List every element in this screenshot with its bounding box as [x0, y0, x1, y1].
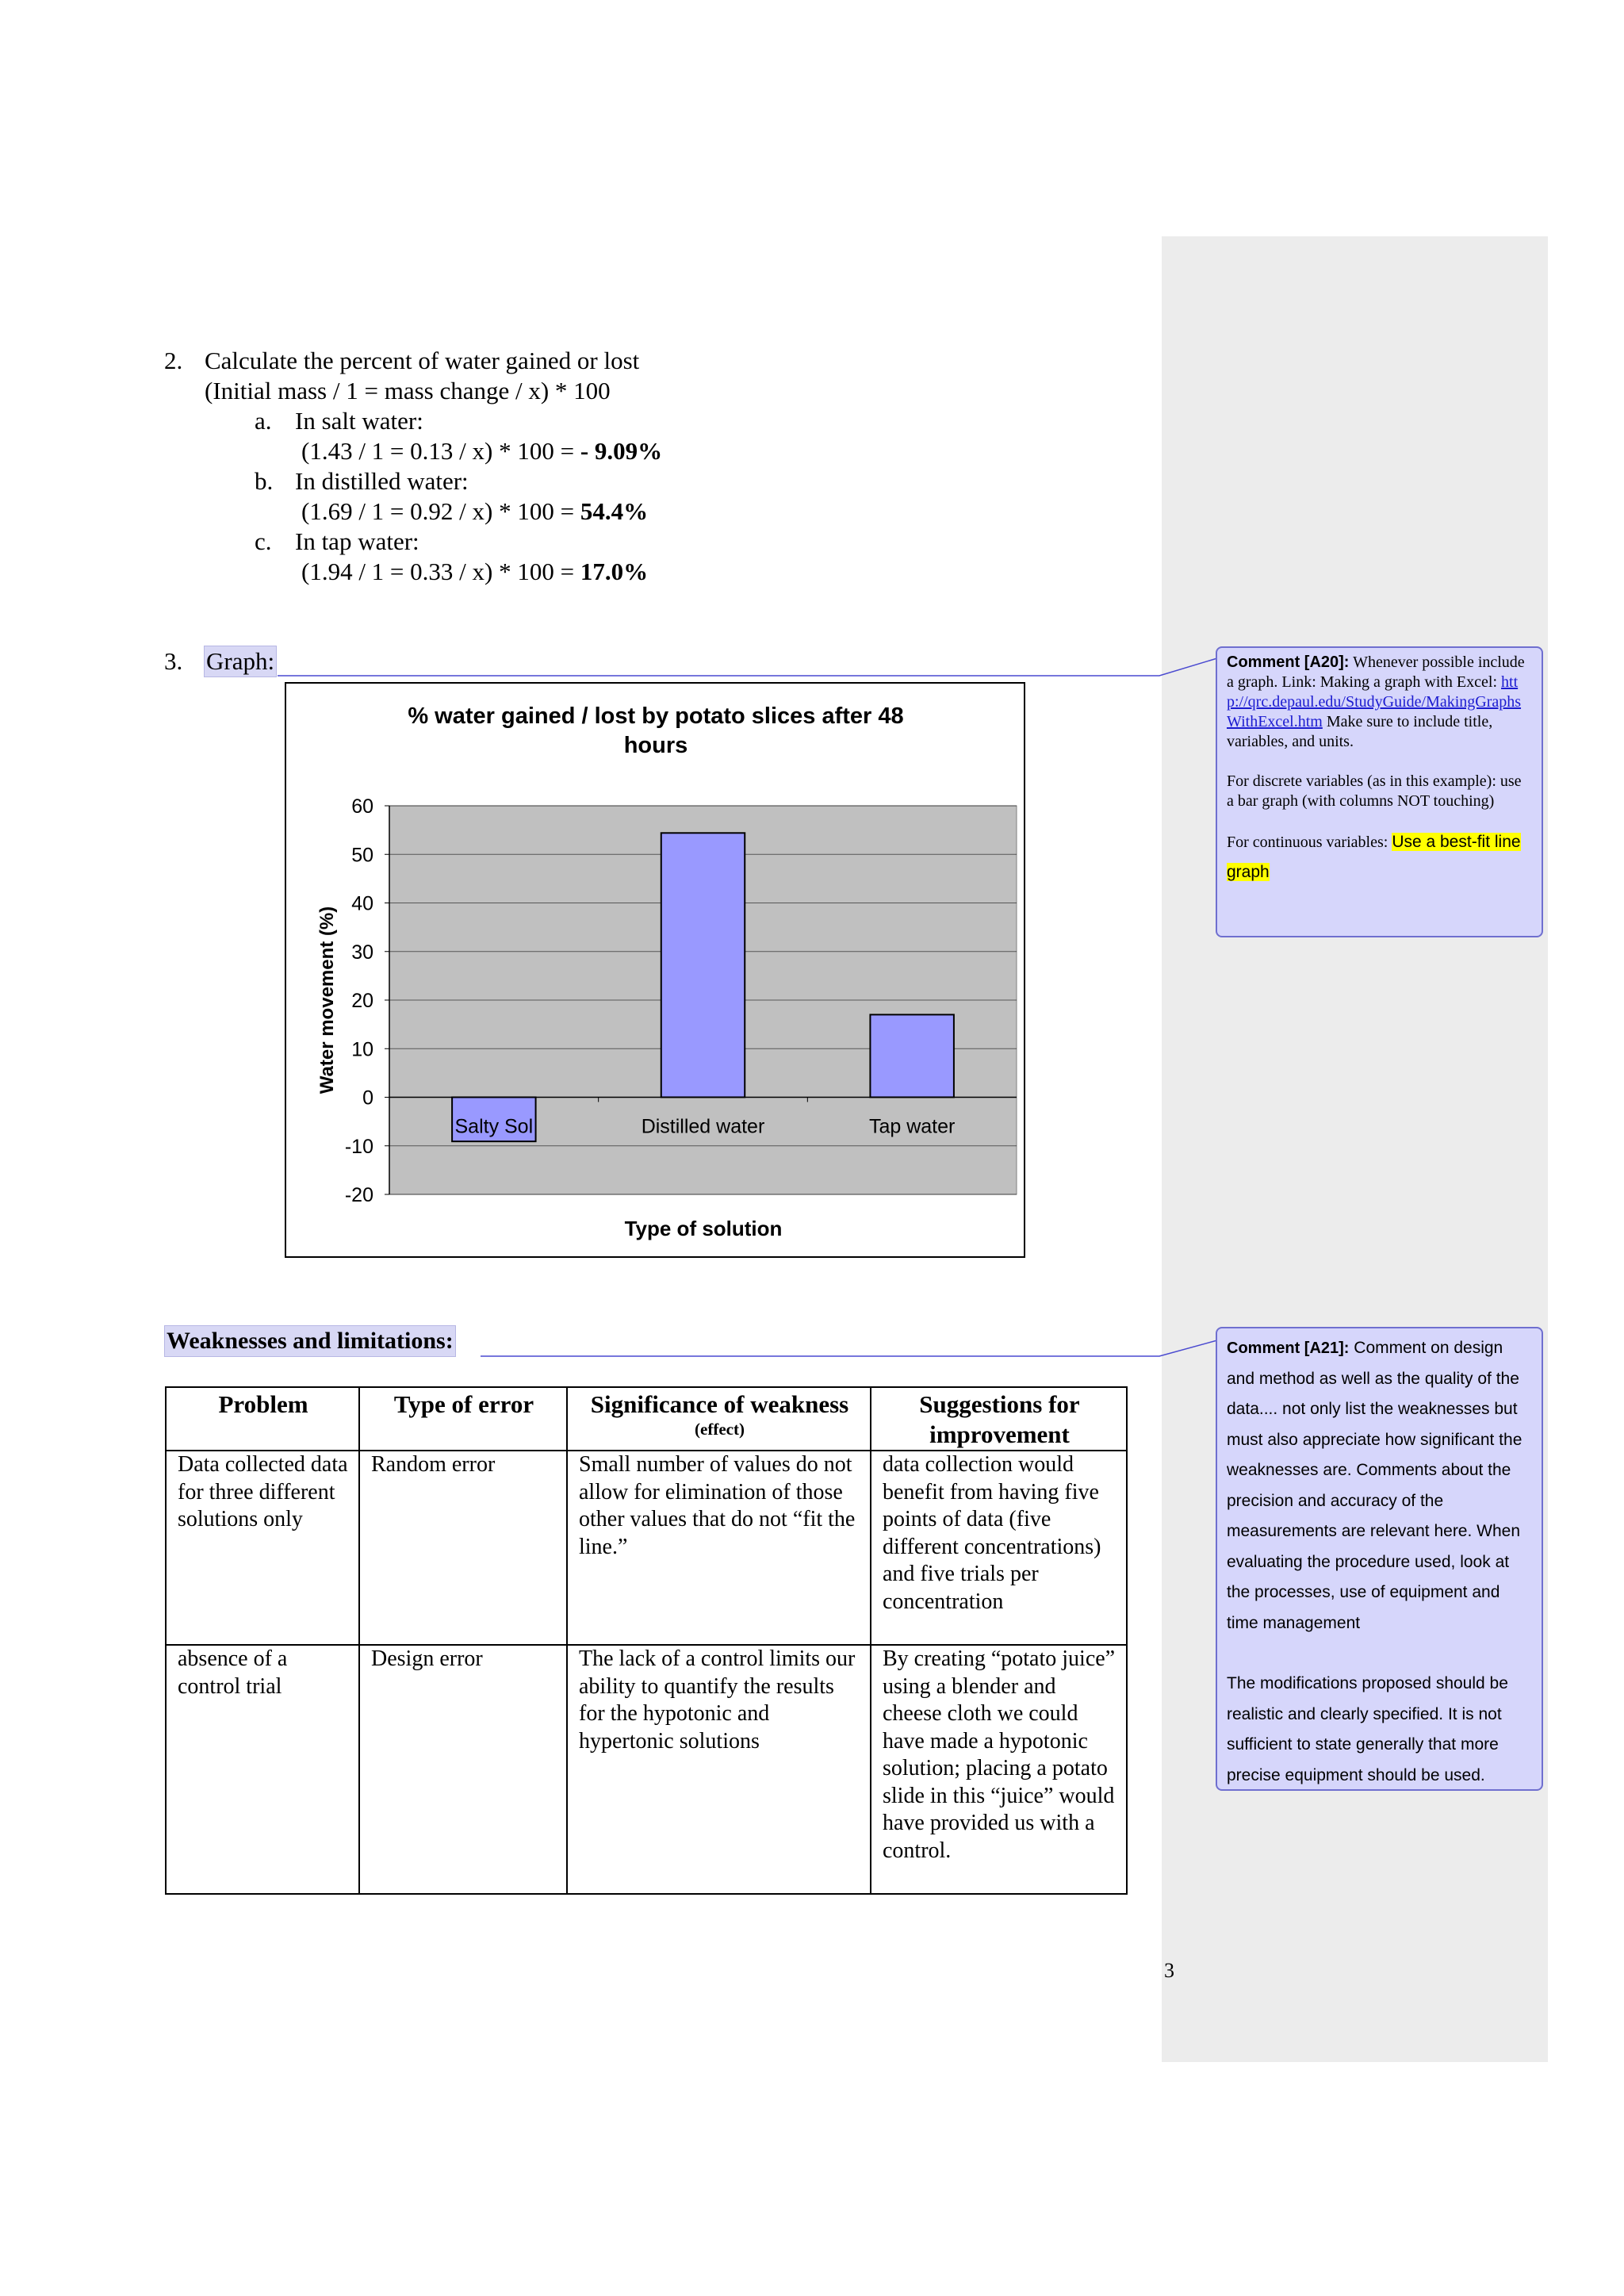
header-problem: Problem: [166, 1387, 359, 1451]
connector-a20: [278, 658, 1217, 676]
cell-significance: The lack of a control limits our ability to quantify the results for the hypotonic and hypertonic solutions: [567, 1645, 871, 1894]
calc-item-number: 2.: [164, 347, 183, 374]
calc-expr-salt: (1.43 / 1 = 0.13 / x) * 100 = - 9.09%: [301, 437, 663, 465]
calc-letter-a: a.: [255, 407, 272, 435]
header-significance-sub: (effect): [695, 1420, 745, 1439]
calc-result-salt: - 9.09%: [580, 437, 663, 465]
cell-suggestion: By creating “potato juice” using a blender and cheese cloth we could have made a hypotonic solution; placing a potato slide in this “juice” would have provided us with a control.: [871, 1645, 1127, 1894]
y-tick-label: -10: [344, 1135, 373, 1158]
calc-label-salt: In salt water:: [295, 407, 423, 435]
y-tick-label: 0: [362, 1087, 373, 1110]
calc-title: Calculate the percent of water gained or lost: [205, 347, 640, 374]
calc-formula: (Initial mass / 1 = mass change / x) * 100: [205, 377, 611, 404]
bar: [870, 1014, 953, 1097]
comment-a20-text2: Make sure to include title, variables, and units.: [1227, 713, 1493, 750]
y-tick-label: 60: [351, 795, 373, 818]
table-row: [166, 1451, 1127, 1645]
bar: [661, 833, 745, 1097]
header-suggestions: Suggestions for improvement: [871, 1387, 1127, 1451]
calc-label-tap: In tap water:: [295, 527, 419, 555]
weaknesses-heading: Weaknesses and limitations:: [165, 1326, 455, 1356]
cell-error-type: Random error: [359, 1451, 567, 1645]
weaknesses-table: [165, 1386, 1128, 1895]
comment-a20-highlight: Use a best-fit line graph: [1227, 833, 1521, 881]
y-tick-label: 30: [351, 941, 373, 964]
comment-a20[interactable]: [1216, 646, 1543, 937]
graph-item-number: 3.: [164, 647, 183, 675]
y-tick-label: 20: [351, 990, 373, 1012]
y-tick-label: 50: [351, 844, 373, 867]
page-number: 3: [1164, 1959, 1174, 1982]
cell-problem: absence of a control trial: [166, 1645, 359, 1894]
y-tick-label: 40: [351, 892, 373, 915]
y-tick-label: 10: [351, 1038, 373, 1061]
y-axis-title: Water movement (%): [316, 906, 338, 1094]
y-tick-label: -20: [344, 1184, 373, 1206]
comment-a21-modifications: The modifications proposed should be realistic and clearly specified. It is not sufficient to state generally that more precise equipment should be used.: [1227, 1674, 1508, 1784]
table-header-row: [166, 1387, 1127, 1451]
comment-a20-link[interactable]: http://qrc.depaul.edu/StudyGuide/MakingGraphsWithExcel.htm: [1227, 673, 1522, 730]
calc-label-distilled: In distilled water:: [295, 467, 469, 495]
calc-expr-tap: (1.94 / 1 = 0.33 / x) * 100 = 17.0%: [301, 558, 649, 585]
table-row: [166, 1645, 1127, 1894]
chart-frame: [285, 682, 1025, 1258]
comment-a20-discrete: For discrete variables (as in this example): use a bar graph (with columns NOT touching): [1227, 772, 1522, 810]
comment-a20-text: Whenever possible include a graph. Link: Making a graph with Excel:: [1227, 654, 1525, 691]
cell-error-type: Design error: [359, 1645, 567, 1894]
comment-a21-text: Comment on design and method as well as the quality of the data.... not only list the weaknesses but must also appreciate how significant the weaknesses are. Comments about the precision and accuracy of the measurements are relevant here. When evaluating the procedure used, look at the processes, use of equipment and time management: [1227, 1339, 1522, 1632]
header-type-of-error: Type of error: [359, 1387, 567, 1451]
cell-problem: Data collected data for three different solutions only: [166, 1451, 359, 1645]
cell-significance: Small number of values do not allow for elimination of those other values that do not “fit the line.”: [567, 1451, 871, 1645]
bar-chart: [286, 684, 1024, 1256]
x-tick-label: Distilled water: [641, 1115, 765, 1138]
calc-result-tap: 17.0%: [580, 558, 649, 585]
comment-a20-label: Comment [A20]:: [1227, 654, 1350, 671]
comment-a21[interactable]: [1216, 1327, 1543, 1791]
chart-title: hours: [623, 733, 688, 758]
calc-letter-b: b.: [255, 467, 274, 495]
cell-suggestion: data collection would benefit from having five points of data (five different concentrations) and five trials per concentration: [871, 1451, 1127, 1645]
connector-a21: [481, 1340, 1217, 1356]
x-axis-title: Type of solution: [624, 1217, 783, 1240]
comment-a21-label: Comment [A21]:: [1227, 1340, 1350, 1357]
calc-letter-c: c.: [255, 527, 272, 555]
comment-a20-continuous: For continuous variables:: [1227, 834, 1392, 851]
x-tick-label: Salty Sol: [454, 1115, 534, 1138]
chart-title: % water gained / lost by potato slices after 48: [408, 703, 904, 729]
calc-result-distilled: 54.4%: [580, 497, 649, 525]
x-tick-label: Tap water: [868, 1115, 956, 1138]
calc-expr-distilled: (1.69 / 1 = 0.92 / x) * 100 = 54.4%: [301, 497, 649, 525]
header-significance: Significance of weakness (effect): [567, 1387, 871, 1451]
graph-heading: Graph:: [206, 647, 275, 675]
